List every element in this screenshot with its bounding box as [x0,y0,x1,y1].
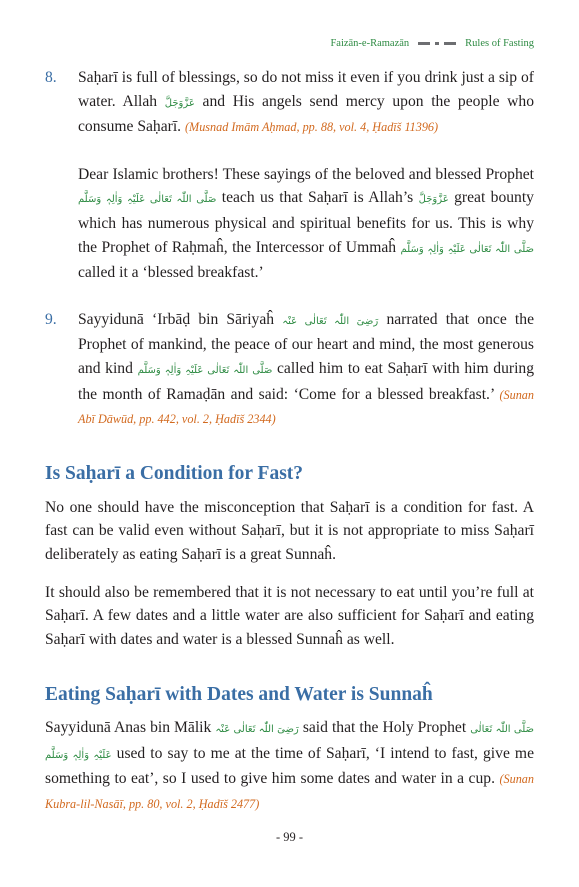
text: narrated that once the Prophet of mankind, the peace of our heart and mind, the most generous and kind [78,310,534,377]
arabic-honorific: صَلَّی اللّٰہ تَعَالٰی عَلَیْہِ وَاٰلِہٖ وَسَلَّم [137,364,273,376]
text: and His angels send mercy upon the people who consume Saḥarī. [78,92,535,136]
item-number: 9. [45,310,57,328]
chapter-title: Rules of Fasting [465,38,534,49]
text: said that the Holy Prophet [302,719,467,737]
text: Sayyidunā Anas bin Mālik [45,719,212,737]
arabic-honorific: عَزَّوَجَلَّ [418,194,449,206]
paragraph: No one should have the misconception that Saḥarī is a condition for fast. A fast can be valid even without Saḥarī, but it is not appropriate to miss Saḥarī deliberately as eating Saḥarī is a great Sunnaĥ. [45,498,534,563]
citation: (Musnad Imām Aḥmad, pp. 88, vol. 4, Ḥadīš 11396) [184,120,439,135]
citation: (Sunan Kubra-lil-Nasāī, pp. 80, vol. 2, Ḥadīš 2477) [45,772,534,812]
text: Sayyidunā ‘Irbāḍ bin Sāriyaĥ [78,310,275,328]
paragraph [78,308,534,432]
text: called him to eat Saḥarī with him during the month of Ramaḍān and said: ‘Come for a blessed breakfast.’ [78,359,534,403]
header-separator [418,42,456,45]
list-item-9 [45,308,534,432]
arabic-honorific: صَلَّی اللّٰہ تَعَالٰی عَلَیْہِ وَاٰلِہٖ وَسَلَّم [400,243,535,255]
item-body [78,66,534,285]
page-content [45,66,534,817]
paragraph: It should also be remembered that it is not necessary to eat until you’re full at Saḥarī. A few dates and a little water are also sufficient for Saḥarī and eating Saḥarī with dates and water is a blessed Sunnaĥ as well. [45,583,534,648]
page-number: - 99 - [275,830,304,844]
text: used to say to me at the time of Saḥarī, ‘I intend to fast, give me something to eat’, so I used to give him some dates and water in a cup. [45,744,534,788]
text: teach us that Saḥarī is Allah’s [221,189,414,207]
separator-dash [418,42,430,45]
text: Dear Islamic brothers! These sayings of the beloved and blessed Prophet [78,165,534,183]
arabic-honorific: صَلَّی اللّٰہ تَعَالٰی عَلَیْہِ وَاٰلِہٖ وَسَلَّم [78,194,217,206]
arabic-honorific: عَزَّوَجَلَّ [164,97,195,109]
paragraph [78,66,534,140]
paragraph [78,163,534,285]
book-title: Faizān-e-Ramazān [330,38,410,49]
section-heading: Eating Saḥarī with Dates and Water is Sunnaĥ [45,684,433,706]
text: called it a ‘blessed breakfast.’ [78,264,264,282]
separator-dash [444,42,456,45]
list-item-8 [45,66,534,285]
separator-dot [435,42,439,45]
running-header [330,38,534,49]
item-body [78,308,534,432]
arabic-honorific: صَلَّی اللّٰہ تَعَالٰی عَلَیْہِ وَاٰلِہٖ وَسَلَّم [45,724,535,761]
section-heading: Is Saḥarī a Condition for Fast? [45,462,304,484]
text: Saḥarī is full of blessings, so do not miss it even if you drink just a sip of water. Allah [78,69,534,110]
citation: (Sunan Abī Dāwūd, pp. 442, vol. 2, Ḥadīš 2344) [78,387,534,427]
arabic-honorific: رَضِیَ اللّٰہ تَعَالٰی عَنْہ [282,315,379,327]
text: great bounty which has numerous physical and spiritual benefits for us. This is why the Prophet of Raḥmaĥ, the Intercessor of Ummaĥ [78,189,534,256]
arabic-honorific: رَضِیَ اللّٰہ تَعَالٰی عَنْہ [215,724,299,736]
item-number: 8. [45,69,57,86]
paragraph [45,716,534,816]
